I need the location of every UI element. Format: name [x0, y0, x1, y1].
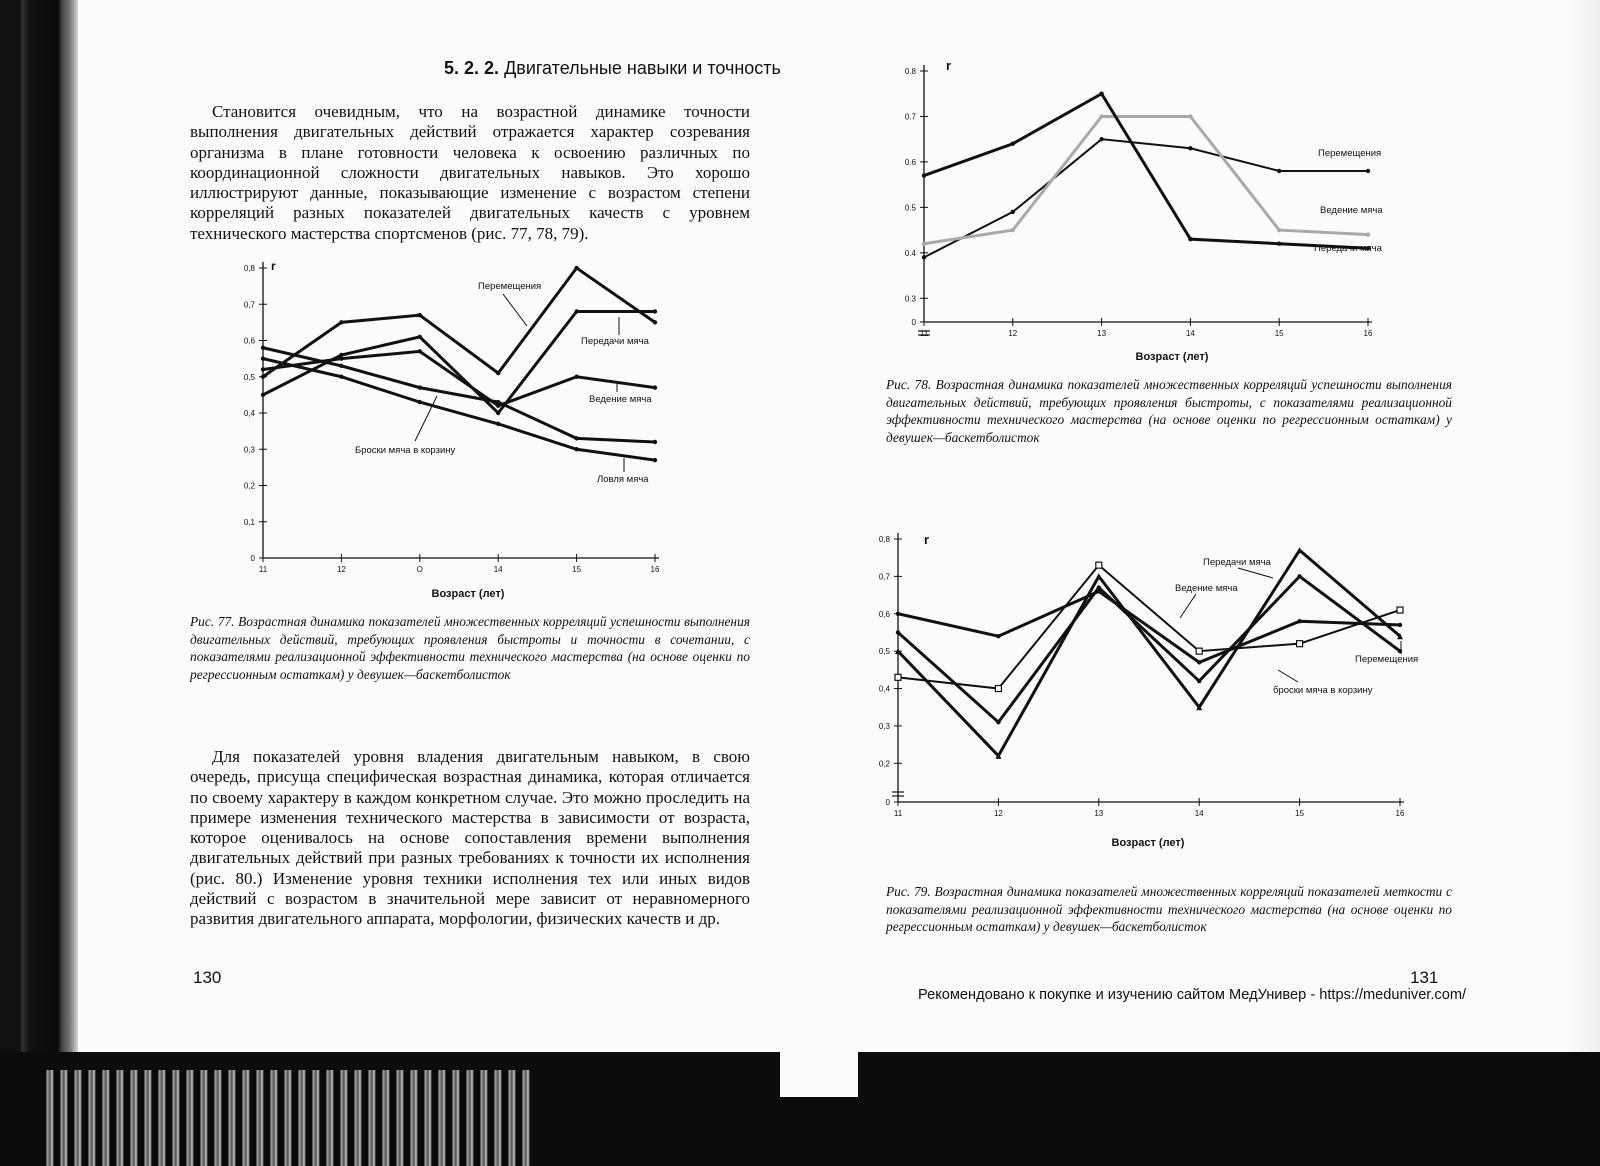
fig78-series-line-1	[924, 116, 1368, 243]
page-number-right: 131	[1410, 968, 1439, 987]
caption-fig79-text: Рис. 79. Возрастная динамика показателей множественных корреляций показателей меткости с показателями реализационной эффективности технического мастерства (на основе оценки по регрессионным остаткам) у девушек—баскетболисток	[886, 884, 1452, 934]
caption-fig78	[886, 376, 1452, 446]
fig78-x-tick-label: 15	[1274, 329, 1284, 338]
fig77-point	[653, 309, 657, 313]
fig78-x-tick-label: 11	[919, 329, 929, 338]
fig77-y-tick-label: 0,1	[243, 517, 255, 527]
fig78-y-tick-label: 0.4	[904, 248, 916, 258]
fig78-x-tick-label: 12	[1008, 329, 1018, 338]
fig78-series	[922, 92, 1370, 260]
fig79-y-tick-label: 0,5	[878, 647, 890, 657]
fig77-y-tick-label: 0,2	[243, 481, 255, 491]
fig77-label-vedenie: Ведение мяча	[589, 394, 652, 405]
fig79-r-label: r	[924, 532, 930, 547]
fig77-point	[418, 335, 422, 339]
fig77-point	[574, 436, 578, 440]
fig78-xlabel: Возраст (лет)	[1135, 351, 1209, 363]
fig79-label-peredachi: Передачи мяча	[1203, 557, 1271, 568]
caption-fig77-text: Рис. 77. Возрастная динамика показателей множественных корреляций успешности выполнения двигательных действий, требующих проявления быстроты и точности в сочетании, с показателями реализационной эффективности технического мастерства (на основе оценки по регрессионным остаткам) у девушек—баскетболисток	[190, 614, 750, 682]
fig79-point-square	[1297, 641, 1303, 647]
caption-fig78-text: Рис. 78. Возрастная динамика показателей множественных корреляций успешности выполнения двигательных действий, требующих проявления быстроты, с показателями реализационной эффективности технического мастерства (на основе оценки по регрессионным остаткам) у девушек—баскетболисток	[886, 377, 1452, 445]
fig78-point	[1188, 146, 1192, 150]
book-spine-shadow	[0, 0, 78, 1166]
fig79-point	[996, 720, 1000, 724]
fig77-point	[261, 356, 265, 360]
fig77-point	[418, 400, 422, 404]
fig77-y-tick-label: 0,6	[243, 336, 255, 346]
page-number-left: 130	[193, 968, 222, 987]
fig77-point	[339, 364, 343, 368]
fig78-point	[1366, 169, 1370, 173]
fig77-x-tick-label: 15	[572, 565, 582, 574]
scan-artifact-stripes	[40, 1070, 530, 1166]
fig78-label-vedenie: Ведение мяча	[1320, 205, 1383, 216]
fig77-y-tick-label: 0,5	[243, 372, 255, 382]
fig78-point	[922, 173, 926, 177]
fig77-x-tick-label: O	[416, 565, 423, 574]
fig77-point	[496, 371, 500, 375]
fig77-point	[653, 320, 657, 324]
caption-fig79	[886, 883, 1452, 936]
figure-77-chart	[225, 258, 685, 603]
fig79-label-broski: броски мяча в корзину	[1273, 685, 1373, 696]
footer-note: Рекомендовано к покупке и изучению сайтом МедУнивер - https://meduniver.com/	[918, 987, 1467, 1003]
fig79-x-tick-label: 11	[893, 809, 903, 818]
fig77-point	[574, 266, 578, 270]
fig77-axes	[263, 262, 659, 558]
fig78-axes	[918, 65, 1372, 335]
fig79-point-square	[1397, 607, 1403, 613]
fig78-y-tick-label: 0.5	[904, 203, 916, 213]
fig78-y-tick-label: 0.6	[904, 157, 916, 167]
fig78-ticks	[905, 67, 1373, 338]
fig79-point	[1297, 619, 1301, 623]
fig78-y-tick-label: 0.8	[904, 67, 916, 76]
fig79-leader-vedenie	[1180, 594, 1196, 618]
fig79-series-line-0	[898, 550, 1400, 756]
fig77-y-tick-label: 0	[250, 554, 255, 563]
fig79-x-tick-label: 12	[993, 809, 1003, 818]
fig77-point	[261, 367, 265, 371]
fig77-label-peremeshcheniya: Перемещения	[478, 281, 542, 292]
fig79-point	[896, 630, 900, 634]
paragraph-2	[190, 747, 750, 930]
fig77-point	[339, 320, 343, 324]
fig79-point-triangle	[1096, 573, 1102, 579]
fig77-y-tick-label: 0,7	[243, 300, 255, 310]
fig77-y-tick-label: 0,8	[243, 264, 255, 273]
fig78-point	[1011, 142, 1015, 146]
fig79-x-tick-label: 16	[1395, 809, 1405, 818]
fig79-y-tick-label: 0,8	[878, 535, 890, 544]
fig77-x-tick-label: 11	[258, 565, 268, 574]
fig79-point-square	[1196, 648, 1202, 654]
fig79-point	[1197, 660, 1201, 664]
fig79-leader-peredachi	[1238, 568, 1273, 578]
fig77-label-broski: Броски мяча в корзину	[355, 445, 456, 456]
fig79-series	[895, 547, 1403, 759]
fig79-y-tick-label: 0,6	[878, 609, 890, 619]
fig79-label-vedenie: Ведение мяча	[1175, 583, 1238, 594]
fig78-y-tick-label: 0	[911, 318, 916, 327]
fig78-point	[1099, 114, 1103, 118]
section-title: Двигательные навыки и точность	[504, 58, 781, 78]
fig79-point	[1197, 679, 1201, 683]
fig79-point	[1097, 589, 1101, 593]
fig78-x-tick-label: 14	[1185, 329, 1195, 338]
fig77-x-tick-label: 12	[336, 565, 346, 574]
fig78-x-tick-label: 13	[1097, 329, 1107, 338]
figure-79-chart	[878, 532, 1438, 852]
fig77-point	[418, 313, 422, 317]
fig78-point	[1366, 232, 1370, 236]
fig78-label-peremeshcheniya: Перемещения	[1318, 148, 1382, 159]
fig79-series-line-1	[898, 576, 1400, 722]
fig77-point	[418, 385, 422, 389]
fig77-label-lovlya: Ловля мяча	[597, 474, 649, 485]
fig79-y-tick-label: 0,4	[878, 684, 890, 694]
fig77-x-tick-label: 14	[493, 565, 503, 574]
fig79-point	[1297, 574, 1301, 578]
fig78-series-line-0	[924, 139, 1368, 257]
fig78-point	[1188, 114, 1192, 118]
fig79-ticks	[879, 535, 1405, 818]
fig79-point-square	[1096, 562, 1102, 568]
scan-notch	[780, 1052, 858, 1097]
fig77-r-label: r	[271, 259, 276, 273]
fig79-point	[1398, 649, 1402, 653]
fig78-point	[1277, 242, 1281, 246]
fig79-x-tick-label: 14	[1194, 809, 1204, 818]
fig77-label-peredachi: Передачи мяча	[581, 336, 649, 347]
fig77-xlabel: Возраст (лет)	[431, 588, 505, 600]
fig77-point	[261, 393, 265, 397]
fig77-point	[339, 375, 343, 379]
fig79-series-line-2	[898, 591, 1400, 662]
page-edge-shadow	[1570, 0, 1600, 1166]
fig79-leader-broski	[1278, 670, 1298, 682]
figure-78-chart	[900, 56, 1420, 368]
fig77-y-tick-label: 0,4	[243, 409, 255, 418]
fig79-x-tick-label: 13	[1094, 809, 1104, 818]
fig77-point	[496, 422, 500, 426]
fig78-y-tick-label: 0.7	[904, 112, 916, 122]
fig78-point	[922, 255, 926, 259]
fig77-series	[261, 266, 657, 463]
fig78-point	[1188, 237, 1192, 241]
fig78-r-label: r	[946, 58, 952, 73]
fig78-y-tick-label: 0.3	[904, 294, 916, 304]
fig77-point	[574, 309, 578, 313]
paragraph-1	[190, 102, 750, 244]
fig79-y-tick-label: 0,7	[878, 572, 890, 582]
fig79-xlabel: Возраст (лет)	[1111, 837, 1185, 849]
fig77-point	[574, 447, 578, 451]
fig77-point	[418, 349, 422, 353]
fig77-point	[261, 346, 265, 350]
paragraph-2-text: Для показателей уровня владения двигательным навыком, в свою очередь, присуща специфическая возрастная динамика, которая отличается по своему характеру в каждом конкретном случае. Это можно проследить на примере изменения технического мастерства в зависимости от возраста, которое оценивалось на основе сопоставления времени выполнения двигательных действий при разных требованиях к точности их исполнения (рис. 80.) Изменение уровня техники исполнения тех или иных видов действий с возрастом в значительной мере зависит от неравномерного развития двигательного аппарата, морфологии, физических качеств и др.	[190, 747, 750, 929]
fig79-y-tick-label: 0,2	[878, 759, 890, 769]
fig77-leader-peremeshcheniya	[503, 294, 527, 326]
fig78-point	[1277, 169, 1281, 173]
caption-fig77	[190, 613, 750, 683]
fig77-y-tick-label: 0,3	[243, 445, 255, 455]
fig79-point	[1398, 623, 1402, 627]
fig78-x-tick-label: 16	[1363, 329, 1373, 338]
paragraph-1-text: Становится очевидным, что на возрастной динамике точности выполнения двигательных действий отражается характер созревания организма в плане готовности человека к освоению различных по координационной сложности двигательных навыков. Это хорошо иллюстрируют данные, показывающие изменение с возрастом степени корреляций разных показателей двигательных качеств с уровнем технического мастерства спортсменов (рис. 77, 78, 79).	[190, 102, 750, 243]
fig77-point	[496, 411, 500, 415]
fig78-point	[1099, 137, 1103, 141]
fig78-point	[1099, 92, 1103, 96]
fig77-point	[653, 458, 657, 462]
section-number: 5. 2. 2.	[444, 58, 500, 78]
fig78-label-peredachi: Передачи мяча	[1314, 243, 1382, 254]
fig77-point	[653, 385, 657, 389]
fig79-y-tick-label: 0,3	[878, 721, 890, 731]
fig79-y-tick-label: 0	[885, 798, 890, 807]
fig78-point	[922, 242, 926, 246]
fig79-label-peremeshcheniya: Перемещения	[1355, 654, 1419, 665]
fig79-point-square	[995, 686, 1001, 692]
fig79-point-square	[895, 674, 901, 680]
fig78-point	[1277, 228, 1281, 232]
fig78-point	[1011, 210, 1015, 214]
fig77-x-tick-label: 16	[650, 565, 660, 574]
section-heading	[444, 58, 781, 79]
fig77-point	[653, 440, 657, 444]
fig77-point	[339, 356, 343, 360]
fig77-point	[496, 400, 500, 404]
fig79-point	[996, 634, 1000, 638]
fig77-point	[574, 375, 578, 379]
fig78-point	[1011, 228, 1015, 232]
fig79-x-tick-label: 15	[1295, 809, 1305, 818]
